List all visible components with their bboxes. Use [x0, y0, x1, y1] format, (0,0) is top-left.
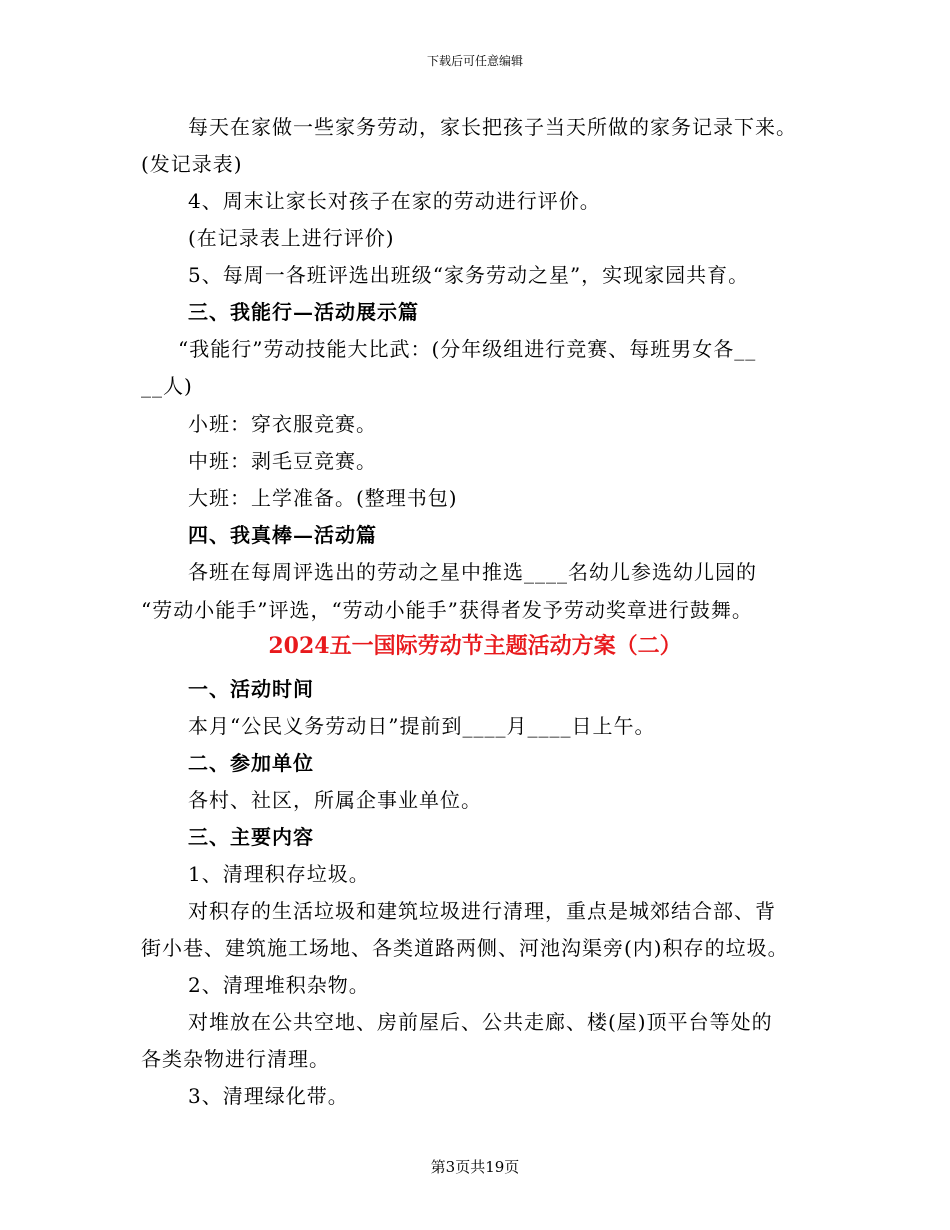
paragraph-line: “劳动小能手”评选，“劳动小能手”获得者发予劳动奖章进行鼓舞。	[141, 598, 753, 622]
paragraph-line: 对堆放在公共空地、房前屋后、公共走廊、楼(屋)顶平台等处的	[188, 1010, 773, 1034]
page-header: 下载后可任意编辑	[426, 54, 523, 68]
paragraph-line: (发记录表)	[141, 152, 243, 176]
list-item: 3、清理绿化带。	[188, 1084, 349, 1108]
section-heading: 一、活动时间	[188, 677, 314, 701]
paragraph-line: 每天在家做一些家务劳动，家长把孩子当天所做的家务记录下来。	[188, 115, 797, 139]
list-item: 4、周末让家长对孩子在家的劳动进行评价。	[188, 189, 601, 213]
paragraph-line: “我能行”劳动技能大比武：(分年级组进行竞赛、每班男女各__	[178, 337, 757, 361]
paragraph-line: 中班：剥毛豆竞赛。	[188, 449, 377, 473]
paragraph-line: 街小巷、建筑施工场地、各类道路两侧、河池沟渠旁(内)积存的垃圾。	[141, 936, 789, 960]
paragraph-line: 本月“公民义务劳动日”提前到____月____日上午。	[188, 714, 656, 738]
paragraph-line: 对积存的生活垃圾和建筑垃圾进行清理，重点是城郊结合部、背	[188, 899, 776, 923]
paragraph-line: 大班：上学准备。(整理书包)	[188, 486, 458, 510]
paragraph-line: (在记录表上进行评价)	[188, 226, 395, 250]
paragraph-line: 各班在每周评选出的劳动之星中推选____名幼儿参选幼儿园的	[188, 560, 757, 584]
paragraph-line: 小班：穿衣服竞赛。	[188, 412, 377, 436]
list-item: 2、清理堆积杂物。	[188, 973, 370, 997]
paragraph-line: 各类杂物进行清理。	[141, 1047, 330, 1071]
page-footer: 第3页共19页	[430, 1158, 520, 1176]
section-heading: 三、我能行—活动展示篇	[188, 300, 419, 324]
section-heading: 四、我真棒—活动篇	[188, 523, 377, 547]
document-section-title: 2024五一国际劳动节主题活动方案（二）	[268, 633, 682, 659]
paragraph-line: 各村、社区，所属企事业单位。	[188, 788, 482, 812]
section-heading: 三、主要内容	[188, 825, 314, 849]
list-item: 5、每周一各班评选出班级“家务劳动之星”，实现家园共育。	[188, 263, 750, 287]
paragraph-line: __人)	[141, 374, 193, 398]
section-heading: 二、参加单位	[188, 751, 314, 775]
list-item: 1、清理积存垃圾。	[188, 862, 370, 886]
